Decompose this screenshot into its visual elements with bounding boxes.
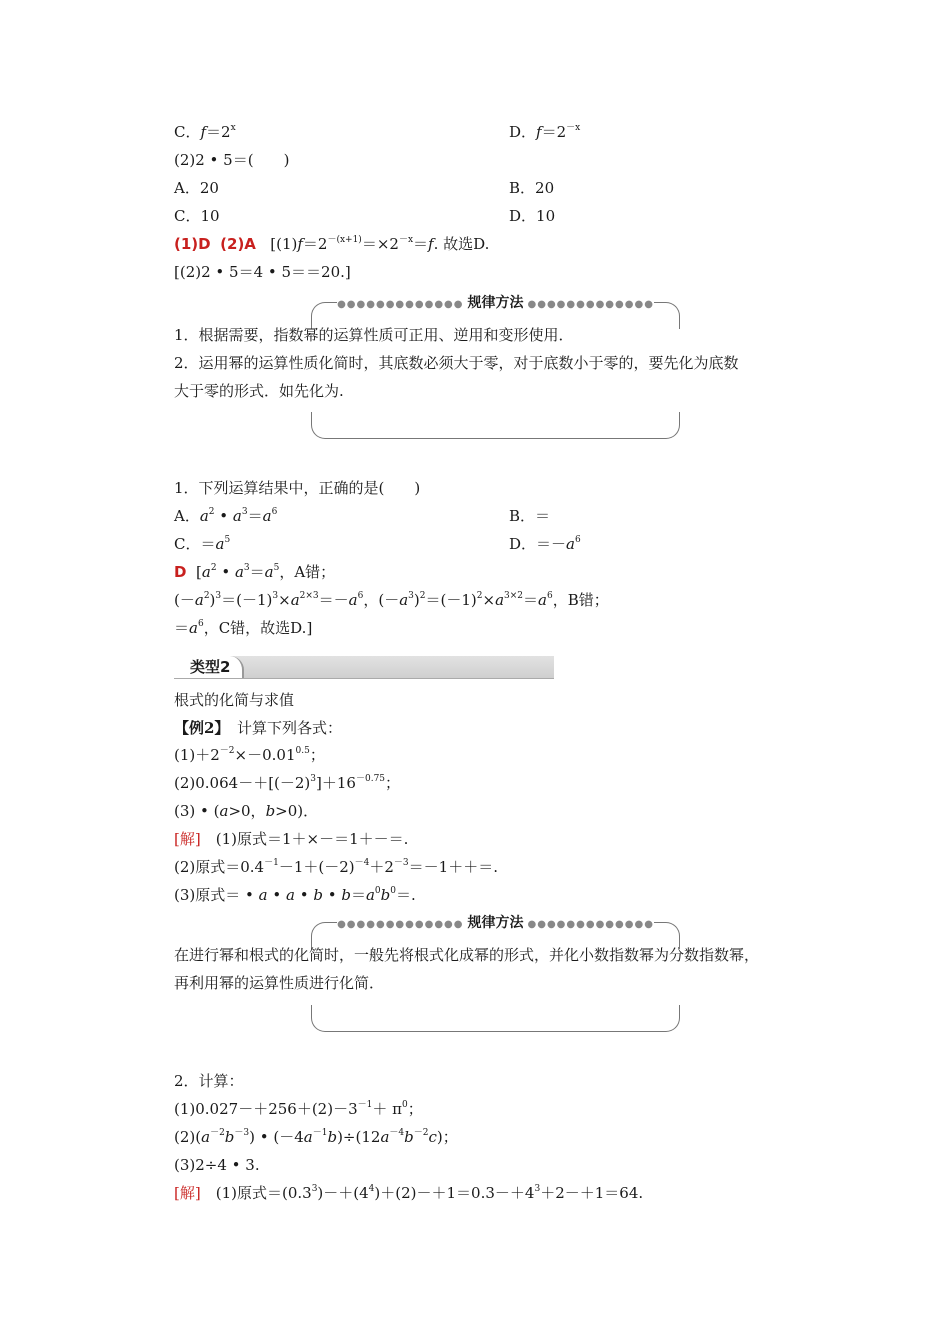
ex1-stem: 1．下列运算结果中，正确的是( ) bbox=[174, 479, 421, 497]
ex1-solution-1: D [$a^2$ • $a^3=a^5$，A错； bbox=[174, 563, 336, 581]
q1-part2-stem: (2)2 • 5＝( ) bbox=[174, 151, 290, 169]
answer-2: (2)A bbox=[220, 235, 256, 253]
ex1-option-c: C．$=a^5$ bbox=[174, 535, 231, 553]
q1-part2-option-b: B．20 bbox=[509, 179, 555, 197]
method1-line2: 2．运用幂的运算性质化简时，其底数必须大于零，对于底数小于零的，要先化为底数 bbox=[174, 354, 739, 372]
example2-solution-3: (3)原式＝ • a • a • b • $b=a^0b^0=$. bbox=[174, 886, 416, 904]
example2-heading: 【例2】 计算下列各式： bbox=[174, 719, 342, 737]
example2-part1: $(1)+2^{-2}\times-0.01^{0.5}$； bbox=[174, 746, 325, 764]
q1-option-d: D．$f=2^{-x}$ bbox=[509, 123, 581, 141]
method-box-2-bottom bbox=[311, 1005, 680, 1032]
q1-option-c: C．$f=2^x$ bbox=[174, 123, 236, 141]
example2-part3: (3) • (a>0，b>0)． bbox=[174, 802, 319, 820]
q1-part2-option-c: C．10 bbox=[174, 207, 220, 225]
example2-solution-2: (2)原式$=0.4^{-1}-1+(-2)^{-4}+2^{-3}=-1++=$. bbox=[174, 858, 498, 876]
method-header-1: ●●●●●●●●●●●●● 规律方法 ●●●●●●●●●●●●● bbox=[337, 295, 654, 311]
ex2-part2: $(2)(a^{-2}b^{-3})$ • $(-4a^{-1}b)\div(12a^{-4}b^{-2}c)$； bbox=[174, 1128, 458, 1146]
ex1-solution-3: $=a^6$，C错，故选D.] bbox=[174, 619, 313, 637]
method-header-2: ●●●●●●●●●●●●● 规律方法 ●●●●●●●●●●●●● bbox=[337, 915, 654, 931]
q1-answer: (1)D (2)A [$(1)f=2^{-(x+1)}=\times 2^{-x}=f$. 故选D. bbox=[174, 235, 490, 253]
answer-1: (1)D bbox=[174, 235, 211, 253]
q1-solution-2: [(2)2 • 5＝4 • 5＝＝20.] bbox=[174, 263, 351, 281]
ex2-solution-1: [解] (1)原式$=(0.3^3)-+(4^4)+(2)-+1=0.3-+4^3+2-+1=64$. bbox=[174, 1184, 644, 1202]
ex2-solution-label: [解] bbox=[174, 1184, 201, 1202]
q1-part2-option-d: D．10 bbox=[509, 207, 556, 225]
ex2-stem: 2．计算： bbox=[174, 1072, 244, 1090]
ex1-option-b: B．＝ bbox=[509, 507, 551, 525]
ex1-answer: D bbox=[174, 563, 187, 581]
example2-solution-1: [解] (1)原式＝1＋×－＝1＋－＝. bbox=[174, 830, 409, 848]
ex2-part3: (3)2÷4 • 3. bbox=[174, 1156, 260, 1174]
example2-part2: $(2)0.064-+[(-2)^3]+16^{-0.75}$； bbox=[174, 774, 401, 792]
method-box-1-bottom bbox=[311, 412, 680, 439]
method2-line1: 在进行幂和根式的化简时，一般先将根式化成幂的形式，并化小数指数幂为分数指数幂， bbox=[174, 946, 760, 964]
ex2-part1: $(1)0.027-+256+(2)-3^{-1}+ \pi^0$； bbox=[174, 1100, 423, 1118]
ex1-option-a: A．$a^2$ • $a^3=a^6$ bbox=[174, 507, 278, 525]
solution-label: [解] bbox=[174, 830, 201, 848]
ex1-solution-2: $(-a^2)^3=(-1)^3\times a^{2\times 3}=-a^6$，$(-a^3)^2=(-1)^2\times a^{3\times 2}=a^6$，B错； bbox=[174, 591, 609, 609]
method1-line1: 1．根据需要，指数幂的运算性质可正用、逆用和变形使用． bbox=[174, 326, 574, 344]
type2-tab: 类型2 bbox=[174, 656, 244, 678]
ex1-option-d: D．$=-a^6$ bbox=[509, 535, 581, 553]
type2-header-bar bbox=[174, 656, 554, 679]
q1-part2-option-a: A．20 bbox=[174, 179, 219, 197]
method1-line3: 大于零的形式．如先化为. bbox=[174, 382, 344, 400]
type2-title: 根式的化简与求值 bbox=[174, 691, 295, 709]
method2-line2: 再利用幂的运算性质进行化简． bbox=[174, 974, 385, 992]
